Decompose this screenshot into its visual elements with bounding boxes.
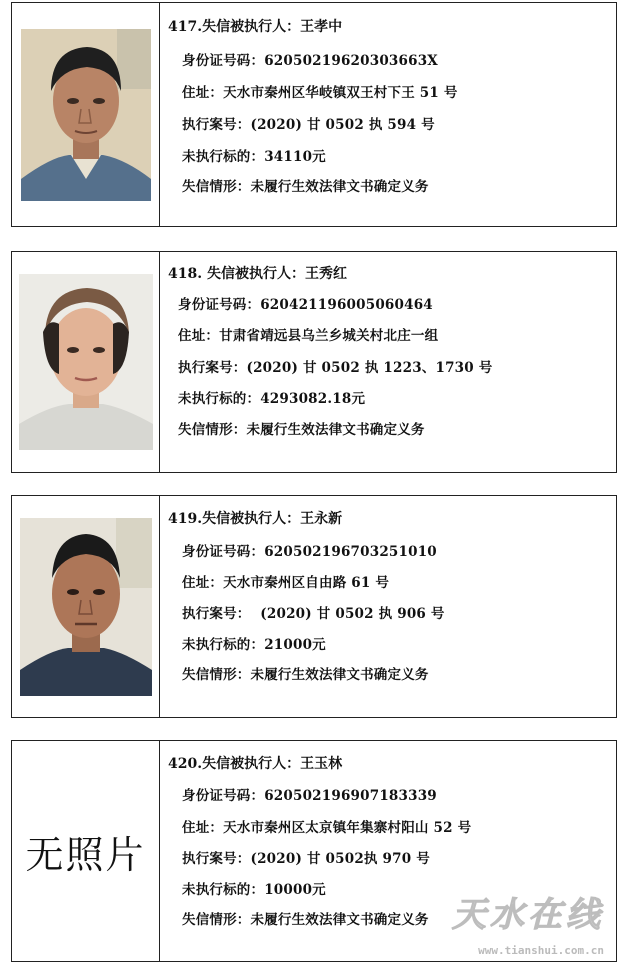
case-label: 执行案号：	[182, 117, 251, 133]
address-value: 天水市秦州区自由路 61 号	[223, 575, 390, 591]
record-card-420	[11, 740, 617, 962]
amount-value: 34110元	[264, 149, 326, 165]
amount-value: 21000元	[264, 637, 326, 653]
record-title: 420.失信被执行人：王玉林	[168, 756, 343, 772]
amount-row	[178, 387, 365, 407]
situation-row	[182, 663, 429, 683]
situation-row	[178, 418, 425, 438]
case-label: 执行案号：	[182, 606, 251, 622]
portrait-photo-icon	[19, 274, 153, 450]
case-value: (2020) 甘 0502 执 1223、1730 号	[246, 360, 493, 376]
id-value: 620502196907183339	[264, 788, 437, 804]
id-value: 620502196703251010	[264, 544, 437, 560]
id-label: 身份证号码：	[182, 788, 265, 804]
id-value: 620421196005060464	[260, 297, 433, 313]
address-label: 住址：	[182, 575, 224, 591]
id-value: 62050219620303663X	[264, 53, 438, 69]
id-row	[182, 540, 437, 560]
amount-label: 未执行标的：	[182, 149, 265, 165]
amount-row	[182, 633, 326, 653]
situation-value: 未履行生效法律文书确定义务	[250, 667, 429, 683]
amount-row	[182, 878, 326, 898]
situation-label: 失信情形：	[178, 422, 247, 438]
address-label: 住址：	[182, 85, 224, 101]
photo-cell	[12, 741, 160, 961]
watermark-logo: 天水在线	[452, 895, 604, 935]
amount-label: 未执行标的：	[182, 637, 265, 653]
record-card-418	[11, 251, 617, 473]
address-value: 天水市秦州区太京镇年集寨村阳山 52 号	[223, 820, 472, 836]
situation-value: 未履行生效法律文书确定义务	[246, 422, 425, 438]
case-value: (2020) 甘 0502 执 594 号	[250, 117, 435, 133]
amount-value: 4293082.18元	[260, 391, 366, 407]
case-row	[178, 356, 492, 376]
record-title: 417.失信被执行人：王孝中	[168, 19, 343, 35]
id-label: 身份证号码：	[182, 544, 265, 560]
watermark-url: www.tianshui.com.cn	[478, 944, 604, 957]
situation-row	[182, 908, 429, 928]
situation-value: 未履行生效法律文书确定义务	[250, 179, 429, 195]
amount-label: 未执行标的：	[182, 882, 265, 898]
amount-label: 未执行标的：	[178, 391, 261, 407]
id-label: 身份证号码：	[178, 297, 261, 313]
case-value: (2020) 甘 0502 执 906 号	[250, 606, 445, 622]
situation-label: 失信情形：	[182, 179, 251, 195]
address-label: 住址：	[178, 328, 220, 344]
case-label: 执行案号：	[178, 360, 247, 376]
situation-row	[182, 175, 429, 195]
record-card-419	[11, 495, 617, 718]
id-row	[182, 49, 438, 69]
address-value: 天水市秦州区华岐镇双王村下王 51 号	[223, 85, 458, 101]
record-title: 418. 失信被执行人：王秀红	[168, 266, 347, 282]
situation-label: 失信情形：	[182, 667, 251, 683]
id-label: 身份证号码：	[182, 53, 265, 69]
case-row	[182, 113, 435, 133]
portrait-photo-icon	[21, 29, 151, 201]
situation-value: 未履行生效法律文书确定义务	[250, 912, 429, 928]
case-row	[182, 847, 430, 867]
case-value: (2020) 甘 0502执 970 号	[250, 851, 430, 867]
address-row	[178, 324, 438, 344]
portrait-photo-icon	[20, 518, 152, 696]
address-row	[182, 81, 458, 101]
no-photo-label: 无照片	[25, 832, 146, 877]
amount-row	[182, 145, 326, 165]
address-row	[182, 816, 471, 836]
situation-label: 失信情形：	[182, 912, 251, 928]
photo-cell	[12, 3, 160, 226]
id-row	[182, 784, 437, 804]
case-row	[182, 602, 445, 622]
photo-cell	[12, 496, 160, 717]
id-row	[178, 293, 433, 313]
watermark	[410, 887, 610, 957]
amount-value: 10000元	[264, 882, 326, 898]
record-card-417	[11, 2, 617, 227]
photo-cell	[12, 252, 160, 472]
address-value: 甘肃省靖远县乌兰乡城关村北庄一组	[219, 328, 439, 344]
case-label: 执行案号：	[182, 851, 251, 867]
address-label: 住址：	[182, 820, 224, 836]
address-row	[182, 571, 389, 591]
record-title: 419.失信被执行人：王永新	[168, 511, 343, 527]
